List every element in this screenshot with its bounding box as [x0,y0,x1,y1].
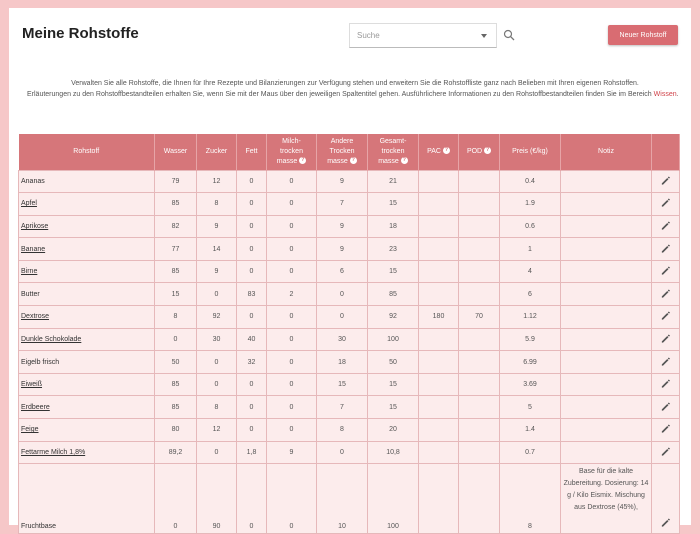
cell-zucker: 0 [197,441,237,464]
cell-notiz [561,260,652,283]
cell-milch: 0 [267,396,317,419]
cell-gesamt: 50 [368,351,419,374]
intro-line-1: Verwalten Sie alle Rohstoffe, die Ihnen für Ihre Rezepte und Bilanzierungen zur Verfügung stehen und erweitern Sie die Rohstoffliste ganz nach Belieben mit Ihren eigenen Rohstoffen. [71,80,639,87]
edit-cell[interactable] [652,170,680,193]
rohstoff-table [18,134,680,534]
intro-text [27,78,683,100]
cell-pod [459,260,500,283]
cell-pac [419,419,459,442]
cell-pod [459,238,500,261]
cell-wasser: 82 [155,215,197,238]
cell-rohstoff[interactable]: Dextrose [19,306,155,329]
cell-pod [459,328,500,351]
edit-cell[interactable] [652,328,680,351]
cell-milch: 0 [267,170,317,193]
chevron-down-icon[interactable] [481,34,487,38]
edit-pencil-icon[interactable] [660,310,671,321]
cell-preis: 5.9 [500,328,561,351]
cell-fett: 0 [237,193,267,216]
cell-zucker: 8 [197,193,237,216]
cell-zucker: 0 [197,373,237,396]
cell-fett: 1,8 [237,441,267,464]
edit-pencil-icon[interactable] [660,220,671,231]
intro-line-2: Erläuterungen zu den Rohstoffbestandteilen erhalten Sie, wenn Sie mit der Maus über den jeweiligen Spaltentitel gehen. Ausführlichere Informationen zu den Rohstoffbestandteilen finden Sie im Bereich [27,91,652,98]
search-field[interactable] [349,23,497,48]
cell-milch: 0 [267,260,317,283]
edit-pencil-icon[interactable] [660,423,671,434]
table-row[interactable] [19,215,680,238]
cell-pac [419,351,459,374]
cell-pod [459,283,500,306]
cell-milch: 0 [267,215,317,238]
cell-pod [459,464,500,534]
cell-rohstoff: Eigelb frisch [19,351,155,374]
cell-pac [419,441,459,464]
cell-zucker: 12 [197,419,237,442]
cell-gesamt: 85 [368,283,419,306]
help-icon[interactable]: ? [402,157,406,164]
cell-preis: 0.7 [500,441,561,464]
cell-andere: 15 [317,373,368,396]
cell-pod [459,441,500,464]
table-row[interactable] [19,328,680,351]
cell-rohstoff[interactable]: Eiweiß [19,373,155,396]
cell-fett: 0 [237,419,267,442]
cell-milch: 0 [267,464,317,534]
cell-gesamt: 15 [368,373,419,396]
cell-fett: 0 [237,260,267,283]
cell-fett: 40 [237,328,267,351]
cell-andere: 30 [317,328,368,351]
cell-notiz [561,419,652,442]
cell-pac [419,283,459,306]
cell-notiz [561,351,652,374]
cell-gesamt: 15 [368,260,419,283]
cell-gesamt: 92 [368,306,419,329]
cell-zucker: 14 [197,238,237,261]
cell-notiz [561,328,652,351]
cell-milch: 0 [267,306,317,329]
cell-rohstoff: Fruchtbase [19,464,155,534]
cell-preis: 6 [500,283,561,306]
edit-pencil-icon[interactable] [660,265,671,276]
cell-pac [419,170,459,193]
cell-andere: 8 [317,419,368,442]
help-icon[interactable]: ? [301,157,305,164]
col-notiz[interactable]: Notiz [561,134,652,170]
edit-cell[interactable] [652,215,680,238]
search-icon[interactable] [503,29,515,41]
cell-preis: 0.4 [500,170,561,193]
table-row[interactable] [19,193,680,216]
cell-rohstoff[interactable]: Aprikose [19,215,155,238]
cell-gesamt: 18 [368,215,419,238]
edit-pencil-icon[interactable] [660,197,671,208]
table-row[interactable] [19,238,680,261]
cell-gesamt: 15 [368,396,419,419]
edit-cell[interactable] [652,238,680,261]
cell-pod [459,193,500,216]
cell-andere: 6 [317,260,368,283]
cell-wasser: 85 [155,260,197,283]
cell-andere: 10 [317,464,368,534]
cell-pac [419,215,459,238]
cell-fett: 0 [237,373,267,396]
wissen-link[interactable]: Wissen [653,91,677,98]
cell-pac [419,396,459,419]
cell-andere: 9 [317,238,368,261]
cell-preis: 1 [500,238,561,261]
cell-andere: 0 [317,441,368,464]
col-gesamttrockenmasse[interactable]: Gesamt- trocken masse ? [368,134,419,170]
cell-milch: 0 [267,193,317,216]
cell-zucker: 12 [197,170,237,193]
col-pac[interactable]: PAC ? [419,134,459,170]
edit-cell[interactable] [652,193,680,216]
cell-wasser: 15 [155,283,197,306]
edit-pencil-icon[interactable] [660,356,671,367]
cell-rohstoff[interactable]: Feige [19,419,155,442]
cell-wasser: 89,2 [155,441,197,464]
cell-pod: 70 [459,306,500,329]
cell-notiz [561,373,652,396]
cell-notiz [561,306,652,329]
cell-milch: 0 [267,328,317,351]
table-row[interactable] [19,464,680,534]
cell-andere: 7 [317,193,368,216]
cell-rohstoff[interactable]: Birne [19,260,155,283]
cell-gesamt: 15 [368,193,419,216]
edit-cell[interactable] [652,419,680,442]
cell-notiz [561,215,652,238]
cell-andere: 9 [317,170,368,193]
cell-zucker: 90 [197,464,237,534]
cell-pod [459,396,500,419]
cell-wasser: 80 [155,419,197,442]
cell-fett: 0 [237,306,267,329]
table-row[interactable] [19,283,680,306]
table-row[interactable] [19,396,680,419]
cell-pod [459,351,500,374]
edit-cell[interactable] [652,441,680,464]
cell-preis: 1.4 [500,419,561,442]
cell-gesamt: 100 [368,464,419,534]
table-row[interactable] [19,306,680,329]
cell-notiz [561,441,652,464]
col-pod[interactable]: POD ? [459,134,500,170]
edit-pencil-icon[interactable] [660,517,671,528]
col-zucker[interactable]: Zucker [197,134,237,170]
cell-wasser: 77 [155,238,197,261]
cell-preis: 0.6 [500,215,561,238]
cell-wasser: 8 [155,306,197,329]
cell-fett: 0 [237,464,267,534]
cell-pod [459,419,500,442]
cell-wasser: 79 [155,170,197,193]
col-milchtrockenmasse[interactable]: Milch- trocken masse ? [267,134,317,170]
cell-wasser: 85 [155,193,197,216]
cell-zucker: 92 [197,306,237,329]
cell-zucker: 0 [197,351,237,374]
cell-fett: 0 [237,396,267,419]
edit-cell[interactable] [652,373,680,396]
cell-pac [419,238,459,261]
cell-gesamt: 21 [368,170,419,193]
cell-rohstoff[interactable]: Fettarme Milch 1,8% [19,441,155,464]
cell-zucker: 8 [197,396,237,419]
edit-pencil-icon[interactable] [660,175,671,186]
edit-cell[interactable] [652,260,680,283]
cell-pac [419,193,459,216]
cell-preis: 4 [500,260,561,283]
cell-wasser: 50 [155,351,197,374]
edit-cell[interactable] [652,351,680,374]
cell-pod [459,373,500,396]
cell-milch: 9 [267,441,317,464]
cell-rohstoff: Ananas [19,170,155,193]
cell-rohstoff[interactable]: Erdbeere [19,396,155,419]
edit-cell[interactable] [652,464,680,534]
cell-andere: 7 [317,396,368,419]
edit-pencil-icon[interactable] [660,243,671,254]
cell-notiz [561,193,652,216]
cell-pac: 180 [419,306,459,329]
intro-end: . [676,91,679,98]
cell-pac [419,464,459,534]
table-row[interactable] [19,170,680,193]
cell-notiz [561,396,652,419]
cell-rohstoff[interactable]: Banane [19,238,155,261]
cell-fett: 0 [237,215,267,238]
cell-rohstoff[interactable]: Dunkle Schokolade [19,328,155,351]
edit-cell[interactable] [652,283,680,306]
edit-pencil-icon[interactable] [660,333,671,344]
cell-preis: 6.99 [500,351,561,374]
cell-gesamt: 20 [368,419,419,442]
cell-andere: 0 [317,306,368,329]
cell-gesamt: 23 [368,238,419,261]
cell-milch: 2 [267,283,317,306]
cell-fett: 83 [237,283,267,306]
cell-preis: 3.69 [500,373,561,396]
cell-preis: 1.9 [500,193,561,216]
cell-gesamt: 100 [368,328,419,351]
cell-fett: 0 [237,170,267,193]
col-wasser[interactable]: Wasser [155,134,197,170]
cell-wasser: 0 [155,464,197,534]
edit-cell[interactable] [652,396,680,419]
cell-pac [419,328,459,351]
search-input[interactable] [350,31,470,40]
new-rohstoff-button[interactable]: Neuer Rohstoff [608,25,678,45]
cell-zucker: 30 [197,328,237,351]
edit-pencil-icon[interactable] [660,401,671,412]
cell-preis: 1.12 [500,306,561,329]
cell-notiz [561,283,652,306]
table-row[interactable] [19,373,680,396]
table-row[interactable] [19,441,680,464]
cell-notiz [561,238,652,261]
cell-rohstoff[interactable]: Apfel [19,193,155,216]
cell-zucker: 9 [197,260,237,283]
cell-milch: 0 [267,238,317,261]
cell-milch: 0 [267,351,317,374]
cell-fett: 0 [237,238,267,261]
page-title: Meine Rohstoffe [22,25,139,42]
cell-zucker: 0 [197,283,237,306]
cell-notiz: Base für die kalte Zubereitung. Dosierung: 14 g / Kilo Eismix. Mischung aus Dextrose (45%), [561,464,652,534]
help-icon[interactable]: ? [485,147,490,154]
table-row[interactable] [19,351,680,374]
cell-zucker: 9 [197,215,237,238]
help-icon[interactable]: ? [351,157,355,164]
cell-fett: 32 [237,351,267,374]
col-preis[interactable]: Preis (€/kg) [500,134,561,170]
cell-wasser: 85 [155,373,197,396]
edit-cell[interactable] [652,306,680,329]
col-andere-trockenmasse[interactable]: Andere Trocken masse ? [317,134,368,170]
table-header [19,134,680,170]
cell-gesamt: 10,8 [368,441,419,464]
table-row[interactable] [19,419,680,442]
cell-pac [419,373,459,396]
cell-andere: 9 [317,215,368,238]
cell-wasser: 0 [155,328,197,351]
content-card [9,8,691,531]
cell-andere: 18 [317,351,368,374]
cell-pod [459,215,500,238]
cell-milch: 0 [267,419,317,442]
col-rohstoff[interactable]: Rohstoff [19,134,155,170]
cell-pod [459,170,500,193]
help-icon[interactable]: ? [444,147,449,154]
cell-milch: 0 [267,373,317,396]
cell-wasser: 85 [155,396,197,419]
edit-pencil-icon[interactable] [660,378,671,389]
edit-pencil-icon[interactable] [660,288,671,299]
cell-preis: 5 [500,396,561,419]
cell-preis: 8 [500,464,561,534]
cell-andere: 0 [317,283,368,306]
col-fett[interactable]: Fett [237,134,267,170]
col-actions [652,134,680,170]
cell-rohstoff: Butter [19,283,155,306]
cell-pac [419,260,459,283]
edit-pencil-icon[interactable] [660,446,671,457]
cell-notiz [561,170,652,193]
table-row[interactable] [19,260,680,283]
